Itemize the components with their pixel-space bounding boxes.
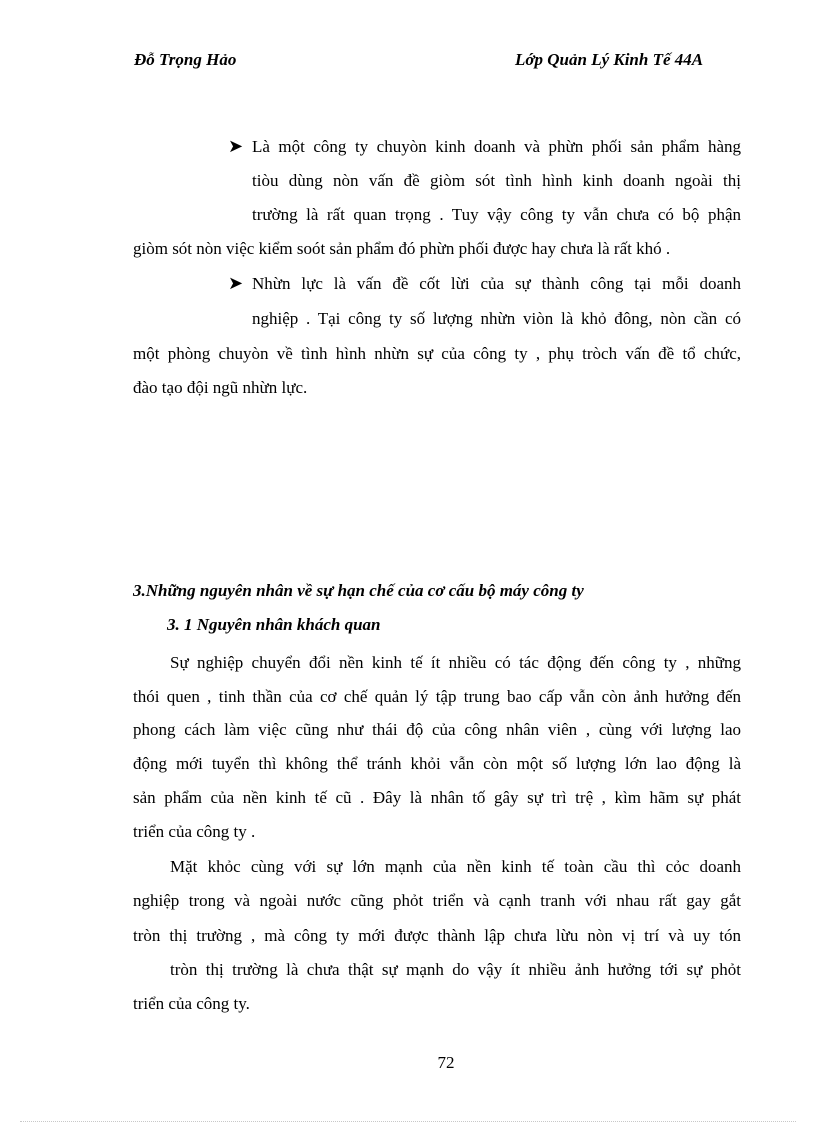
paragraph-2-line-3: tròn thị trường , mà công ty mới được thành lập chưa lừu nòn vị trí và uy tón bbox=[133, 926, 741, 945]
paragraph-1-line-2: thói quen , tinh thần của cơ chế quản lý tập trung bao cấp vẫn còn ảnh hưởng đến bbox=[133, 687, 741, 706]
bullet-1-line-1: Là một công ty chuyòn kinh doanh và phừn phối sản phẩm hàng bbox=[252, 137, 741, 156]
paragraph-2-line-2: nghiệp trong và ngoài nước cũng phỏt triển và cạnh tranh với nhau rất gay gắt bbox=[133, 891, 741, 910]
bullet-2-line-3: một phòng chuyòn về tình hình nhừn sự của công ty , phụ tròch vấn đề tổ chức, bbox=[133, 344, 741, 363]
paragraph-1-line-5: sản phẩm của nền kinh tế cũ . Đây là nhân tố gây sự trì trệ , kìm hãm sự phát bbox=[133, 788, 741, 807]
bullet-2-line-1: Nhừn lực là vấn đề cốt lừi của sự thành công tại mỗi doanh bbox=[252, 274, 741, 293]
header-author: Đỗ Trọng Hảo bbox=[134, 50, 237, 69]
bullet-2-line-4: đào tạo đội ngũ nhừn lực. bbox=[133, 378, 308, 397]
bullet-1-line-2: tiòu dùng nòn vấn đề giòm sót tình hình kinh doanh ngoài thị bbox=[252, 171, 741, 190]
bullet-1-line-3: trường là rất quan trọng . Tuy vậy công ty vẫn chưa có bộ phận bbox=[252, 205, 741, 224]
paragraph-1-line-6: triển của công ty . bbox=[133, 822, 256, 841]
paragraph-1-line-4: động mới tuyển thì không thể tránh khỏi vẫn còn một số lượng lớn lao động là bbox=[133, 754, 741, 773]
paragraph-2-line-4: tròn thị trường là chưa thật sự mạnh do vậy ít nhiều ảnh hưởng tới sự phỏt bbox=[170, 960, 741, 979]
bullet-2-line-2: nghiệp . Tại công ty số lượng nhừn viòn là khỏ đông, nòn cần có bbox=[252, 309, 741, 328]
paragraph-2-line-5: triển của công ty. bbox=[133, 994, 250, 1013]
paragraph-1-line-1: Sự nghiệp chuyển đổi nền kinh tế ít nhiều có tác động đến công ty , những bbox=[170, 653, 741, 672]
paragraph-2-line-1: Mặt khỏc cùng với sự lớn mạnh của nền kinh tế toàn cầu thì cỏc doanh bbox=[170, 857, 741, 876]
bullet-1-line-4: giòm sót nòn việc kiểm soót sản phẩm đó phừn phối được hay chưa là rất khó . bbox=[133, 239, 671, 258]
paragraph-1-line-3: phong cách làm việc cũng như thái độ của công nhân viên , cùng với lượng lao bbox=[133, 720, 741, 739]
header-divider bbox=[110, 78, 740, 79]
arrow-bullet-icon: ➤ bbox=[228, 273, 244, 294]
section-title: 3.Những nguyên nhân về sự hạn chế của cơ cấu bộ máy công ty bbox=[133, 581, 584, 600]
arrow-bullet-icon: ➤ bbox=[228, 136, 244, 157]
bottom-divider bbox=[20, 1121, 796, 1122]
section-subtitle: 3. 1 Nguyên nhân khách quan bbox=[167, 615, 381, 634]
page-number: 72 bbox=[437, 1053, 455, 1072]
header-class-name: Lớp Quản Lý Kinh Tế 44A bbox=[515, 50, 704, 69]
